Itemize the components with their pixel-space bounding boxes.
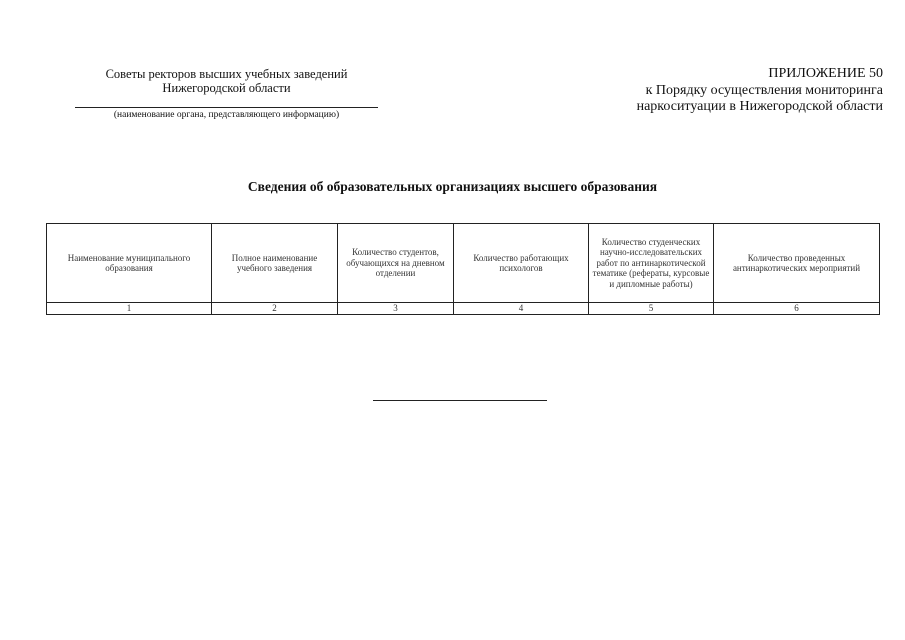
column-number: 6 <box>714 303 880 315</box>
organization-underline <box>75 107 378 108</box>
appendix-number: ПРИЛОЖЕНИЕ 50 <box>768 66 883 81</box>
table-number-row <box>47 303 880 315</box>
organization-name-line-1: Советы ректоров высших учебных заведений <box>105 67 348 81</box>
column-number: 4 <box>454 303 589 315</box>
organization-name-line-2: Нижегородской области <box>162 81 291 95</box>
appendix-reference-line-1: к Порядку осуществления мониторинга <box>645 82 883 98</box>
appendix-heading <box>637 66 883 116</box>
column-header-students: Количество студентов, обучающихся на дневном отделении <box>338 224 454 303</box>
appendix-reference-line-2: наркоситуации в Нижегородской области <box>636 99 883 114</box>
column-number: 3 <box>338 303 454 315</box>
column-header-psychologists: Количество работающих психологов <box>454 224 589 303</box>
column-header-municipality: Наименование муниципального образования <box>47 224 212 303</box>
table-header-row <box>47 224 880 303</box>
column-number: 1 <box>47 303 212 315</box>
column-number: 2 <box>212 303 338 315</box>
signature-line <box>373 400 547 401</box>
column-header-events: Количество проведенных антинаркотических мероприятий <box>714 224 880 303</box>
organization-caption: (наименование органа, представляющего информацию) <box>113 110 340 120</box>
data-table <box>46 223 880 315</box>
column-header-research-works: Количество студенческих научно-исследовательских работ по антинаркотической тематике (рефераты, курсовые и дипломные работы) <box>589 224 714 303</box>
document-title: Сведения об образовательных организациях высшего образования <box>247 179 658 194</box>
column-number: 5 <box>589 303 714 315</box>
reporting-organization <box>75 67 378 121</box>
column-header-institution: Полное наименование учебного заведения <box>212 224 338 303</box>
